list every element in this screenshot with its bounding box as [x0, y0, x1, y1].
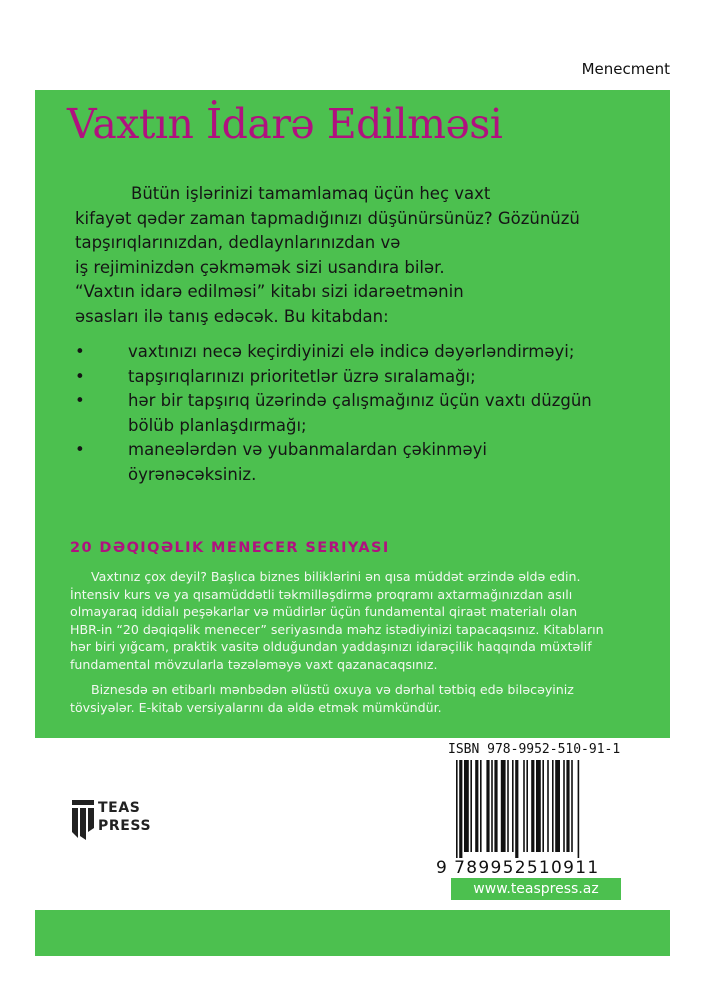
barcode-digit-rest: 789952510911 — [454, 858, 600, 878]
cover-panel — [35, 90, 670, 738]
bullet-item — [75, 365, 655, 390]
bullet-item — [75, 389, 655, 438]
publisher-name-line1: TEAS — [98, 800, 141, 816]
intro-line: əsasları ilə tanış edəcək. Bu kitabdan: — [75, 306, 389, 326]
intro-line: iş rejiminizdən çəkməmək sizi usandıra bilər. — [75, 257, 445, 277]
website-link[interactable]: www.teaspress.az — [451, 878, 621, 900]
teas-press-logo-icon — [70, 798, 96, 842]
intro-line: tapşırıqlarınızdan, dedlaynlarınızdan və — [75, 233, 401, 252]
barcode-digit-first: 9 — [436, 858, 449, 878]
category-label: Menecment — [581, 60, 670, 78]
bullet-text: tapşırıqlarınızı prioritetlər üzrə sıralamağı; — [128, 366, 476, 386]
description-line: fundamental mövzularla təzələməyə vaxt qazanacaqsınız. — [70, 656, 438, 672]
bullet-text: maneələrdən və yubanmalardan çəkinməyi — [128, 440, 487, 459]
book-title: Vaxtın İdarə Edilməsi — [67, 100, 503, 148]
bullet-icon: • — [75, 342, 85, 361]
series-heading: 20 DƏQIQƏLIK MENECER SERIYASI — [70, 540, 390, 556]
bullet-text: öyrənəcəksiniz. — [128, 464, 257, 484]
publisher-logo — [70, 796, 180, 856]
barcode-icon — [456, 760, 618, 858]
bullet-item — [75, 340, 655, 365]
description-line: hər biri yığcam, praktik vasitə olduğundan yaddaşınızı idarəçilik haqqında müxtəlif — [70, 639, 592, 654]
bullet-text: hər bir tapşırıq üzərində çalışmağınız üçün vaxtı düzgün — [128, 391, 592, 410]
bullet-item — [75, 438, 655, 487]
series-note — [70, 681, 664, 716]
note-line: Biznesdə ən etibarlı mənbədən əlüstü oxuya və dərhal tətbiq edə biləcəyiniz — [91, 682, 574, 697]
bullet-icon: • — [75, 366, 85, 386]
description-line: HBR-in “20 dəqiqəlik menecer” seriyasında məhz istədiyinizi tapacaqsınız. Kitabların — [70, 621, 604, 637]
bullet-icon: • — [75, 391, 85, 410]
intro-line: “Vaxtın idarə edilməsi” kitabı sizi idarəetmənin — [75, 282, 464, 301]
description-line: olmayaraq iddialı peşəkarlar və müdirlər üçün fundamental qiraət materialı olan — [70, 604, 578, 619]
bullet-list — [75, 340, 655, 487]
note-line: tövsiyələr. E-kitab versiyalarını da əldə etmək mümkündür. — [70, 699, 442, 715]
description-line: İntensiv kurs və ya qısamüddətli təkmilləşdirmə proqramı axtarmağınızdan asılı — [70, 586, 573, 602]
barcode-digits — [436, 858, 600, 878]
publisher-name-line2: PRESS — [98, 818, 152, 834]
intro-line: Bütün işlərinizi tamamlamaq üçün heç vaxt — [131, 184, 491, 203]
series-description — [70, 568, 664, 673]
intro-line: kifayət qədər zaman tapmadığınızı düşünürsünüz? Gözünüzü — [75, 208, 580, 228]
isbn-text: ISBN 978-9952-510-91-1 — [448, 742, 621, 757]
bottom-band — [35, 910, 670, 956]
intro-text — [75, 182, 655, 329]
bullet-text: bölüb planlaşdırmağı; — [128, 415, 307, 435]
bullet-icon: • — [75, 440, 85, 459]
bullet-text: vaxtınızı necə keçirdiyinizi elə indicə dəyərləndirməyi; — [128, 342, 575, 361]
description-line: Vaxtınız çox deyil? Başlıca biznes biliklərini ən qısa müddət ərzində əldə edin. — [91, 569, 581, 584]
